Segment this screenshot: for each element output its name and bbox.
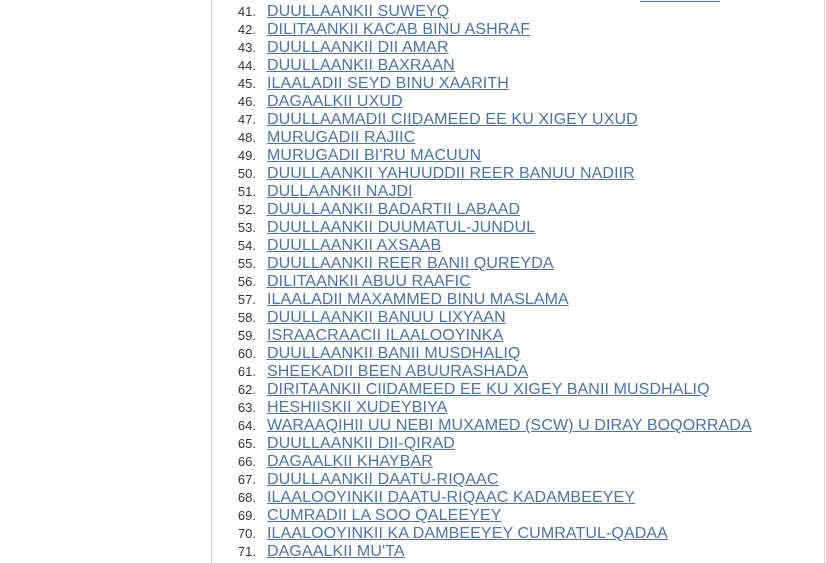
list-item-number: 43. <box>237 40 256 55</box>
list-item <box>212 525 824 543</box>
list-item <box>212 3 824 21</box>
list-item <box>212 345 824 363</box>
list-item-number: 46. <box>237 94 256 109</box>
list-item <box>212 183 824 201</box>
list-item-number: 62. <box>237 382 256 397</box>
list-item-number: 61. <box>237 364 256 379</box>
list-item-number: 69. <box>237 508 256 523</box>
list-item <box>212 471 824 489</box>
list-item <box>212 255 824 273</box>
list-item <box>212 39 824 57</box>
list-item <box>212 453 824 471</box>
chapter-link[interactable]: SHEEKADII BEEN ABUURASHADA <box>267 363 529 380</box>
list-item <box>212 291 824 309</box>
chapter-link[interactable]: DILITAANKII KACAB BINU ASHRAF <box>267 21 531 38</box>
list-item-number: 64. <box>237 418 256 433</box>
list-item <box>212 309 824 327</box>
list-item-number: 41. <box>237 4 256 19</box>
chapter-link[interactable]: DUULLAANKII REER BANII QUREYDA <box>267 255 554 272</box>
list-item <box>212 219 824 237</box>
list-item-number: 48. <box>237 130 256 145</box>
chapter-link[interactable]: DAGAALKII MU'TA <box>267 543 405 560</box>
list-item <box>212 543 824 561</box>
list-item-number: 47. <box>237 112 256 127</box>
chapter-link[interactable]: DUULLAANKII BANII MUSDHALIQ <box>267 345 521 362</box>
chapter-link[interactable]: CUMRADII LA SOO QALEEYEY <box>267 507 502 524</box>
list-item <box>212 363 824 381</box>
list-item-number: 50. <box>237 166 256 181</box>
previous-item-link-underline[interactable] <box>640 0 720 2</box>
list-item <box>212 21 824 39</box>
list-item-number: 71. <box>237 544 256 559</box>
list-item-number: 67. <box>237 472 256 487</box>
chapter-link[interactable]: MURUGADII BI'RU MACUUN <box>267 147 482 164</box>
list-item-number: 49. <box>237 148 256 163</box>
chapter-link[interactable]: DUULLAANKII BAXRAAN <box>267 57 455 74</box>
chapter-link[interactable]: DUULLAANKII DII-QIRAD <box>267 435 455 452</box>
chapter-link[interactable]: DUULLAANKII SUWEYQ <box>267 3 450 20</box>
chapter-link[interactable]: DUULLAANKII DUUMATUL-JUNDUL <box>267 219 536 236</box>
list-item-number: 53. <box>237 220 256 235</box>
chapter-link[interactable]: DUULLAAMADII CIIDAMEED EE KU XIGEY UXUD <box>267 111 638 128</box>
list-item-number: 63. <box>237 400 256 415</box>
list-item-number: 70. <box>237 526 256 541</box>
list-item <box>212 507 824 525</box>
list-item-number: 68. <box>237 490 256 505</box>
chapter-link[interactable]: ILAALADII MAXAMMED BINU MASLAMA <box>267 291 569 308</box>
list-item <box>212 237 824 255</box>
chapter-link[interactable]: ILAALOOYINKII KA DAMBEEYEY CUMRATUL-QADAA <box>267 525 668 542</box>
list-item-number: 57. <box>237 292 256 307</box>
chapter-link[interactable]: DAGAALKII UXUD <box>267 93 403 110</box>
chapter-link[interactable]: ILAALOOYINKII DAATU-RIQAAC KADAMBEEYEY <box>267 489 636 506</box>
list-item <box>212 93 824 111</box>
list-item-number: 44. <box>237 58 256 73</box>
list-item <box>212 111 824 129</box>
list-item-number: 58. <box>237 310 256 325</box>
list-item <box>212 201 824 219</box>
chapter-link[interactable]: ILAALADII SEYD BINU XAARITH <box>267 75 509 92</box>
list-item-number: 59. <box>237 328 256 343</box>
chapter-link[interactable]: DUULLAANKII BANUU LIXYAAN <box>267 309 506 326</box>
chapter-link[interactable]: DUULLAANKII DAATU-RIQAAC <box>267 471 499 488</box>
list-item <box>212 273 824 291</box>
chapter-link[interactable]: DULLAANKII NAJDI <box>267 183 413 200</box>
list-item-number: 55. <box>237 256 256 271</box>
chapter-link[interactable]: DUULLAANKII BADARTII LABAAD <box>267 201 521 218</box>
list-item-number: 66. <box>237 454 256 469</box>
list-item-number: 56. <box>237 274 256 289</box>
chapter-link[interactable]: DUULLAANKII DII AMAR <box>267 39 449 56</box>
chapter-link[interactable]: MURUGADII RAJIIC <box>267 129 416 146</box>
chapter-link[interactable]: DILITAANKII ABUU RAAFIC <box>267 273 471 290</box>
list-item <box>212 57 824 75</box>
chapter-link[interactable]: HESHIISKII XUDEYBIYA <box>267 399 448 416</box>
list-item <box>212 147 824 165</box>
list-item-number: 42. <box>237 22 256 37</box>
chapter-link[interactable]: DIRITAANKII CIIDAMEED EE KU XIGEY BANII MUSDHALIQ <box>267 381 710 398</box>
chapter-link[interactable]: DUULLAANKII AXSAAB <box>267 237 442 254</box>
chapter-link[interactable]: DAGAALKII KHAYBAR <box>267 453 433 470</box>
list-item <box>212 129 824 147</box>
list-item-number: 60. <box>237 346 256 361</box>
list-item <box>212 399 824 417</box>
page-right-border <box>824 0 825 563</box>
chapter-link[interactable]: ISRAACRAACII ILAALOOYINKA <box>267 327 504 344</box>
list-item <box>212 75 824 93</box>
list-item-number: 45. <box>237 76 256 91</box>
list-item-number: 65. <box>237 436 256 451</box>
list-item <box>212 489 824 507</box>
list-item <box>212 327 824 345</box>
chapter-list <box>212 3 824 561</box>
chapter-link[interactable]: WARAAQIHII UU NEBI MUXAMED (SCW) U DIRAY BOQORRADA <box>267 417 752 434</box>
list-item-number: 52. <box>237 202 256 217</box>
list-item <box>212 381 824 399</box>
list-item <box>212 435 824 453</box>
chapter-link[interactable]: DUULLAANKII YAHUUDDII REER BANUU NADIIR <box>267 165 635 182</box>
list-item <box>212 165 824 183</box>
list-item-number: 54. <box>237 238 256 253</box>
list-item <box>212 417 824 435</box>
list-item-number: 51. <box>237 184 256 199</box>
